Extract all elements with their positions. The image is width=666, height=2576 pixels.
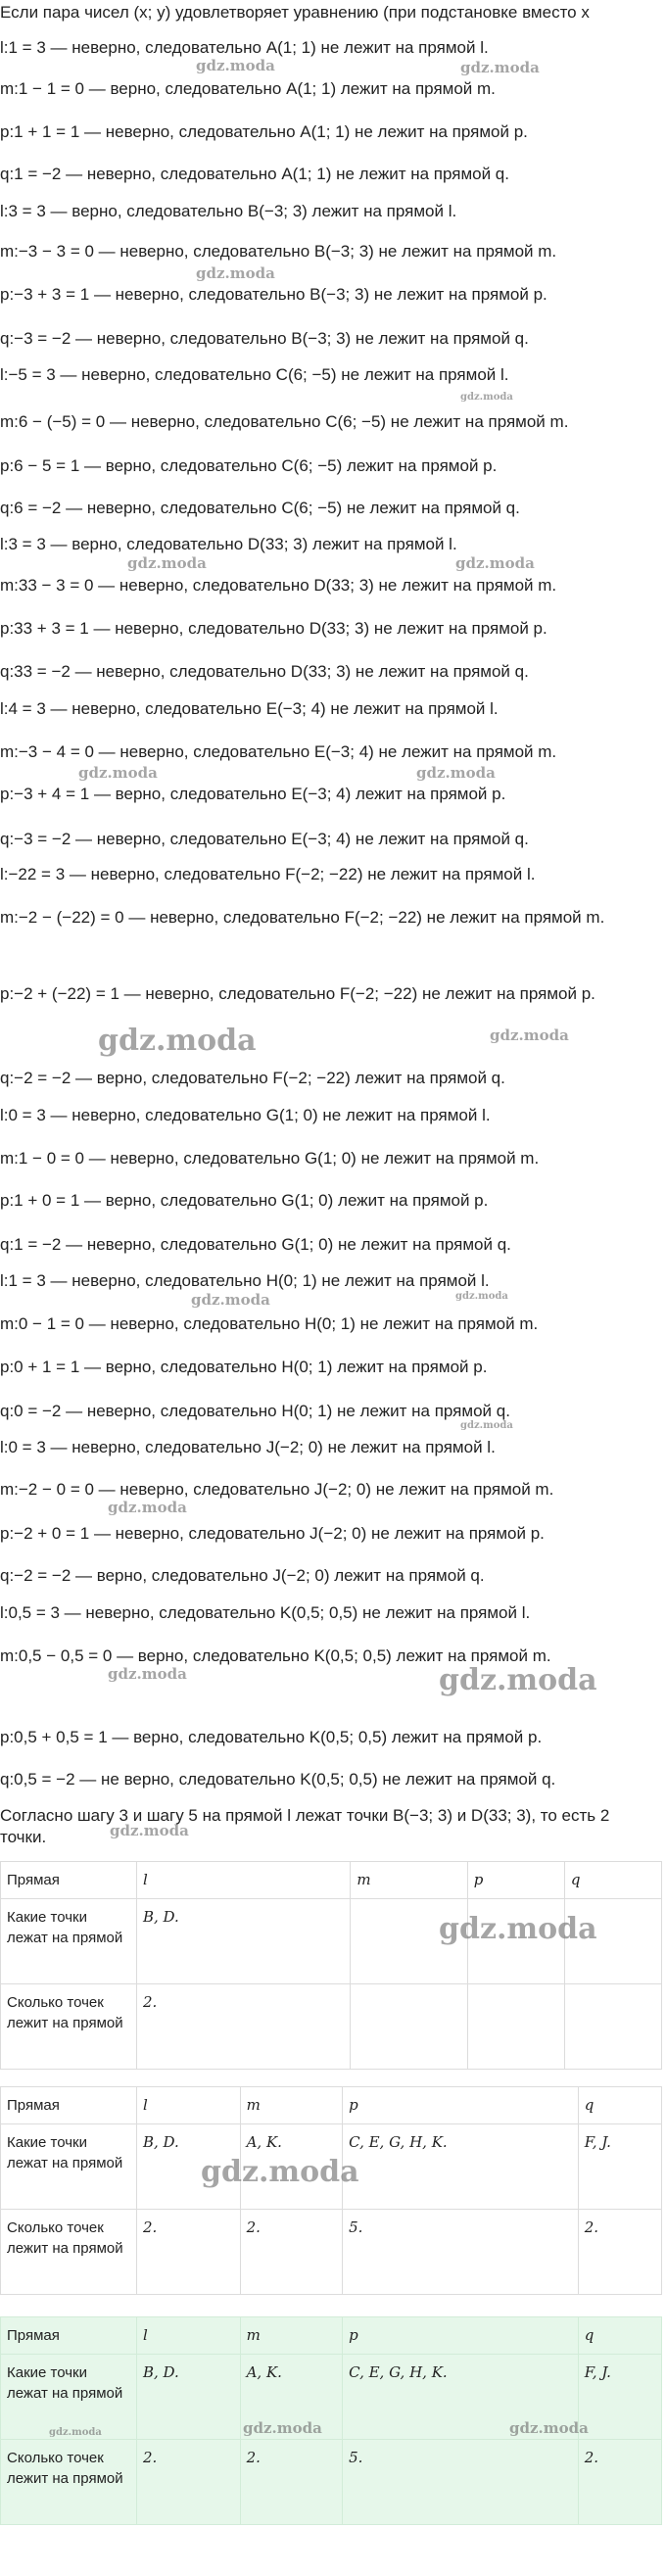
check-line: l:3 = 3 — верно, следовательно D(33; 3) лежит на прямой l.: [0, 535, 457, 553]
check-line: l:3 = 3 — верно, следовательно B(−3; 3) лежит на прямой l.: [0, 202, 457, 220]
table-cell: 2.: [578, 2440, 661, 2525]
table-cell: F, J.: [578, 2355, 661, 2440]
watermark: gdz.moda: [196, 57, 275, 74]
table-cell: 2.: [240, 2210, 343, 2295]
table-row: [1, 1899, 662, 1984]
table-row: [1, 1862, 662, 1899]
table-cell: 2.: [240, 2440, 343, 2525]
check-line: p:−2 + (−22) = 1 — неверно, следовательно F(−2; −22) не лежит на прямой p.: [0, 984, 595, 1003]
watermark: gdz.moda: [191, 1291, 270, 1309]
check-line: l:0,5 = 3 — неверно, следовательно K(0,5; 0,5) не лежит на прямой l.: [0, 1603, 531, 1622]
row-header: Прямая: [1, 2317, 137, 2355]
check-line: q:−2 = −2 — верно, следовательно J(−2; 0) лежит на прямой q.: [0, 1566, 485, 1585]
table-row: [1, 2210, 662, 2295]
table-cell: p: [467, 1862, 564, 1899]
watermark: gdz.moda: [509, 2419, 589, 2437]
watermark: gdz.moda: [49, 2427, 102, 2438]
watermark: gdz.moda: [416, 764, 496, 782]
table-cell: 2.: [137, 2210, 241, 2295]
watermark: gdz.moda: [98, 1024, 257, 1058]
watermark: gdz.moda: [460, 392, 513, 403]
table-cell: m: [351, 1862, 467, 1899]
check-line: p:0,5 + 0,5 = 1 — верно, следовательно K(0,5; 0,5) лежит на прямой p.: [0, 1728, 543, 1746]
check-line: p:1 + 1 = 1 — неверно, следовательно A(1; 1) не лежит на прямой p.: [0, 122, 528, 141]
summary-table-2: [0, 2086, 662, 2295]
watermark: gdz.moda: [108, 1665, 187, 1683]
watermark: gdz.moda: [439, 1912, 597, 1946]
check-line: q:0,5 = −2 — не верно, следовательно K(0,5; 0,5) не лежит на прямой q.: [0, 1770, 556, 1789]
table-row: [1, 2124, 662, 2210]
table-cell: q: [578, 2317, 661, 2355]
table-cell: l: [137, 2317, 241, 2355]
check-line: q:33 = −2 — неверно, следовательно D(33; 3) не лежит на прямой q.: [0, 662, 529, 681]
check-line: m:−2 − (−22) = 0 — неверно, следовательно F(−2; −22) не лежит на прямой m.: [0, 908, 605, 927]
watermark: gdz.moda: [439, 1663, 597, 1697]
table-row: [1, 1984, 662, 2070]
check-line: l:4 = 3 — неверно, следовательно E(−3; 4) не лежит на прямой l.: [0, 699, 499, 718]
check-line: q:6 = −2 — неверно, следовательно C(6; −5) не лежит на прямой q.: [0, 499, 520, 517]
check-line: q:1 = −2 — неверно, следовательно G(1; 0) не лежит на прямой q.: [0, 1235, 511, 1254]
watermark: gdz.moda: [455, 554, 535, 572]
watermark: gdz.moda: [110, 1822, 189, 1839]
table-row: [1, 2087, 662, 2124]
check-line: m:1 − 0 = 0 — неверно, следовательно G(1; 0) не лежит на прямой m.: [0, 1149, 540, 1168]
table-cell: q: [564, 1862, 661, 1899]
check-line: p:−2 + 0 = 1 — неверно, следовательно J(−2; 0) не лежит на прямой p.: [0, 1524, 545, 1543]
table-cell: p: [343, 2317, 579, 2355]
table-cell: B, D.: [137, 2355, 241, 2440]
row-header: Сколько точек лежит на прямой: [1, 2440, 137, 2525]
check-line: l:1 = 3 — неверно, следовательно A(1; 1) не лежит на прямой l.: [0, 38, 489, 57]
row-header: Какие точки лежат на прямой: [1, 2355, 137, 2440]
check-line: l:−5 = 3 — неверно, следовательно C(6; −5) не лежит на прямой l.: [0, 365, 509, 384]
watermark: gdz.moda: [455, 1291, 508, 1302]
check-line: p:6 − 5 = 1 — верно, следовательно C(6; −5) лежит на прямой p.: [0, 456, 498, 475]
table-cell: 2.: [137, 1984, 351, 2070]
row-header: Сколько точек лежит на прямой: [1, 2210, 137, 2295]
watermark: gdz.moda: [127, 554, 207, 572]
check-line: m:1 − 1 = 0 — верно, следовательно A(1; 1) лежит на прямой m.: [0, 79, 496, 98]
watermark: gdz.moda: [460, 59, 540, 76]
summary-table-1: [0, 1861, 662, 2070]
table-row: [1, 2317, 662, 2355]
check-line: q:−2 = −2 — верно, следовательно F(−2; −22) лежит на прямой q.: [0, 1069, 505, 1087]
check-line: m:−3 − 4 = 0 — неверно, следовательно E(−3; 4) не лежит на прямой m.: [0, 742, 557, 761]
table-cell: [467, 1984, 564, 2070]
check-line: p:1 + 0 = 1 — верно, следовательно G(1; 0) лежит на прямой p.: [0, 1191, 489, 1210]
check-line: m:−3 − 3 = 0 — неверно, следовательно B(−3; 3) не лежит на прямой m.: [0, 242, 557, 261]
row-header: Прямая: [1, 2087, 137, 2124]
table-cell: C, E, G, H, K.: [343, 2124, 579, 2210]
table-cell: 5.: [343, 2210, 579, 2295]
table-cell: B, D.: [137, 2124, 241, 2210]
check-line: p:−3 + 4 = 1 — верно, следовательно E(−3; 4) лежит на прямой p.: [0, 785, 506, 803]
table-cell: [351, 1899, 467, 1984]
table-cell: 5.: [343, 2440, 579, 2525]
table-cell: m: [240, 2087, 343, 2124]
table-cell: B, D.: [137, 1899, 351, 1984]
conclusion-text: Согласно шагу 3 и шагу 5 на прямой l лежат точки B(−3; 3) и D(33; 3), то есть 2 точки.: [0, 1806, 610, 1846]
table-cell: q: [578, 2087, 661, 2124]
watermark: gdz.moda: [78, 764, 158, 782]
table-cell: l: [137, 1862, 351, 1899]
check-line: l:0 = 3 — неверно, следовательно G(1; 0) не лежит на прямой l.: [0, 1106, 491, 1124]
check-line: m:−2 − 0 = 0 — неверно, следовательно J(−2; 0) не лежит на прямой m.: [0, 1480, 554, 1499]
watermark: gdz.moda: [201, 2155, 359, 2189]
check-line: m:6 − (−5) = 0 — неверно, следовательно C(6; −5) не лежит на прямой m.: [0, 412, 569, 431]
check-line: p:−3 + 3 = 1 — неверно, следовательно B(−3; 3) не лежит на прямой p.: [0, 285, 547, 304]
check-line: q:−3 = −2 — неверно, следовательно B(−3; 3) не лежит на прямой q.: [0, 329, 529, 348]
table-cell: A, K.: [240, 2355, 343, 2440]
table-cell: p: [343, 2087, 579, 2124]
table-cell: 2.: [578, 2210, 661, 2295]
check-line: q:1 = −2 — неверно, следовательно A(1; 1) не лежит на прямой q.: [0, 165, 509, 183]
summary-table-3: [0, 2316, 662, 2525]
check-line: q:0 = −2 — неверно, следовательно H(0; 1) не лежит на прямой q.: [0, 1402, 510, 1420]
watermark: gdz.moda: [243, 2419, 322, 2437]
watermark: gdz.moda: [196, 264, 275, 282]
watermark: gdz.moda: [108, 1499, 187, 1516]
watermark: gdz.moda: [490, 1026, 569, 1044]
check-line: p:0 + 1 = 1 — верно, следовательно H(0; 1) лежит на прямой p.: [0, 1358, 488, 1376]
intro-line: Если пара чисел (x; y) удовлетворяет уравнению (при подстановке вместо x: [0, 3, 590, 22]
row-header: Прямая: [1, 1862, 137, 1899]
table-cell: C, E, G, H, K.: [343, 2355, 579, 2440]
table-cell: A, K.: [240, 2124, 343, 2210]
table-cell: m: [240, 2317, 343, 2355]
check-line: m:0 − 1 = 0 — неверно, следовательно H(0; 1) не лежит на прямой m.: [0, 1314, 539, 1333]
table-cell: [564, 1899, 661, 1984]
row-header: Сколько точек лежит на прямой: [1, 1984, 137, 2070]
check-line: l:0 = 3 — неверно, следовательно J(−2; 0) не лежит на прямой l.: [0, 1438, 496, 1456]
watermark: gdz.moda: [460, 1420, 513, 1431]
check-line: m:33 − 3 = 0 — неверно, следовательно D(33; 3) не лежит на прямой m.: [0, 576, 557, 595]
table-cell: [564, 1984, 661, 2070]
table-row: [1, 2355, 662, 2440]
check-line: l:−22 = 3 — неверно, следовательно F(−2; −22) не лежит на прямой l.: [0, 865, 536, 883]
table-cell: F, J.: [578, 2124, 661, 2210]
row-header: Какие точки лежат на прямой: [1, 1899, 137, 1984]
table-cell: [351, 1984, 467, 2070]
check-line: m:0,5 − 0,5 = 0 — верно, следовательно K(0,5; 0,5) лежит на прямой m.: [0, 1646, 551, 1665]
check-line: p:33 + 3 = 1 — неверно, следовательно D(33; 3) не лежит на прямой p.: [0, 619, 547, 638]
row-header: Какие точки лежат на прямой: [1, 2124, 137, 2210]
check-line: l:1 = 3 — неверно, следовательно H(0; 1) не лежит на прямой l.: [0, 1271, 490, 1290]
table-cell: l: [137, 2087, 241, 2124]
check-line: q:−3 = −2 — неверно, следовательно E(−3; 4) не лежит на прямой q.: [0, 830, 529, 848]
table-cell: [467, 1899, 564, 1984]
table-cell: 2.: [137, 2440, 241, 2525]
table-row: [1, 2440, 662, 2525]
